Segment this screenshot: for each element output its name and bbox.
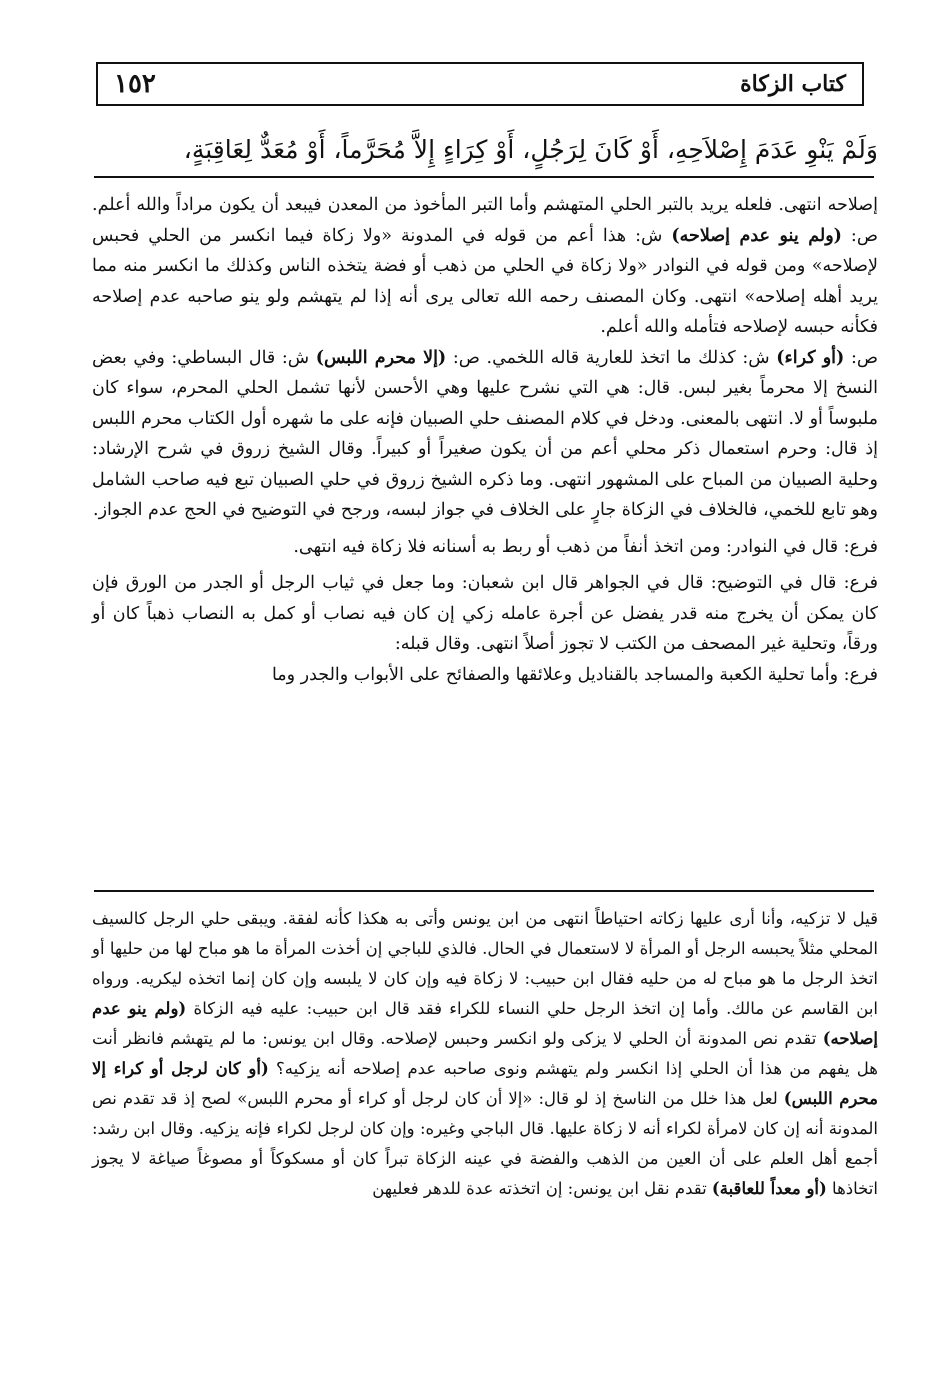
- main-commentary: [92, 190, 878, 690]
- bold-quote: (أو كراء): [776, 347, 845, 368]
- paragraph-4: فرع: قال في التوضيح: قال في الجواهر قال ابن شعبان: وما جعل في ثياب الرجل أو الجدر من الورق فإن كان يمكن أن يخرج منه قدر يفضل عن أجرة عامله زكي إن كان فيه نصاب أو كمل به النصاب ذهباً كان أو ورقاً، وتحلية غير المصحف من الكتب لا تجوز أصلاً انتهى. وقال قبله:: [92, 573, 878, 654]
- footnotes: [92, 904, 878, 1204]
- chapter-title: كتاب الزكاة: [740, 71, 846, 97]
- top-rule: [94, 176, 874, 178]
- paragraph-3: فرع: قال في النوادر: ومن اتخذ أنفاً من ذهب أو ربط به أسنانه فلا زكاة فيه انتهى.: [293, 536, 878, 557]
- bold-quote: (ولم ينو عدم إصلاحه): [92, 999, 878, 1048]
- footnote-text: قيل لا تزكيه، وأنا أرى عليها زكاته احتياطاً انتهى من ابن يونس وأتى به هكذا كأنه لفقة. ويبقى حلي الرجل كالسيف المحلي مثلاً يحبسه الرجل أو المرأة لا لاستعمال في الحال. فالذي للباجي إن أخذت المرأة ما هو مباح لها من حليها أو اتخذ الرجل ما هو مباح له من حليه فقال ابن حبيب: لا زكاة فيه وإن كان لا يلبسه وإن كان إنما اتخذه ليكريه. ورواه ابن القاسم عن مالك. وأما إن اتخذ الرجل حلي النساء للكراء فقد قال ابن حبيب: عليه فيه الزكاة (ولم ينو عدم إصلاحه) تقدم نص المدونة أن الحلي لا يزكى ولو انكسر وحبس لإصلاحه. وقال ابن يونس: ما لم يتهشم فانظر أنت هل يفهم من هذا أن الحلي إذا انكسر ولم يتهشم ونوى صاحبه عدم إصلاحه أنه يزكيه؟ (أو كان لرجل أو كراء إلا محرم اللبس) لعل هذا خلل من الناسخ إذ لو قال: «إلا أن كان لرجل أو كراء أو محرم اللبس» لصح إذ قد تقدم نص المدونة أنه إن كان لامرأة لكراء أنه لا زكاة عليها. قال الباجي وغيره: وإن كان لرجل لكراء فإنه يزكيه. وقال ابن رشد: أجمع أهل العلم على أن العين من الذهب والفضة في عينه الزكاة تبراً كان أو مسكوكاً أو مصوغاً صياغة لا يجوز اتخاذها (أو معداً للعاقبة) تقدم نقل ابن يونس: إن اتخذته عدة للدهر فعليهن: [92, 909, 878, 1198]
- running-header: [96, 62, 864, 106]
- paragraph-1: إصلاحه انتهى. فلعله يريد بالتبر الحلي المتهشم وأما التبر المأخوذ من المعدن فيبعد أن يكون مراداً والله أعلم. ص: (ولم ينو عدم إصلاحه) ش: هذا أعم من قوله في المدونة «ولا زكاة فيما انكسر من الحلي فحبس لإصلاحه» ومن قوله في النوادر «ولا زكاة في الحلي من ذهب أو فضة يتخذه الناس وكذلك ما انكسر منه مما يريد أهله إصلاحه» انتهى. وكان المصنف رحمه الله تعالى يرى أنه إذا لم يتهشم ولو ينو صاحبه عدم إصلاحه فكأنه حبسه لإصلاحه فتأمله والله أعلم.: [92, 195, 878, 337]
- page-number: ١٥٢: [114, 69, 156, 99]
- bold-quote: (أو كان لرجل أو كراء إلا محرم اللبس): [92, 1059, 878, 1108]
- bold-quote: (إلا محرم اللبس): [315, 347, 447, 368]
- paragraph-5: فرع: وأما تحلية الكعبة والمساجد بالقناديل وعلائقها والصفائح على الأبواب والجدر وما: [271, 664, 878, 685]
- notes-rule: [94, 890, 874, 892]
- paragraph-2: ص: (أو كراء) ش: كذلك ما اتخذ للعارية قاله اللخمي. ص: (إلا محرم اللبس) ش: قال البساطي: وفي بعض النسخ إلا محرماً بغير لبس. قال: هي التي نشرح عليها وهي الأحسن لأنها تشمل الحلي المحرم، سواء كان ملبوساً أو لا. انتهى بالمعنى. ودخل في كلام المصنف حلي الصبيان فإنه على ما شهره أول الكتاب محرم اللبس إذ قال: وحرم استعمال ذكر محلي أعم من أن يكون صغيراً أو كبيراً. وقال الشيخ زروق في شرح الإرشاد: وحلية الصبيان من المباح على المشهور انتهى. وما ذكره الشيخ زروق في حلي الصبيان تبع فيه صاحب الشامل وهو تابع للخمي، فالخلاف في الزكاة جارٍ على الخلاف في جواز لبسه، ورجح في التوضيح في الحج عدم الجواز.: [92, 347, 879, 520]
- bold-quote: (ولم ينو عدم إصلاحه): [671, 225, 842, 246]
- bold-quote: (أو معداً للعاقبة): [711, 1179, 827, 1198]
- matn-text: وَلَمْ يَنْوِ عَدَمَ إِصْلاَحِهِ، أَوْ كَانَ لِرَجُلٍ، أَوْ كِرَاءٍ إِلاَّ مُحَرَّماً، أَوْ مُعَدٌّ لِعَاقِبَةٍ،: [183, 135, 878, 164]
